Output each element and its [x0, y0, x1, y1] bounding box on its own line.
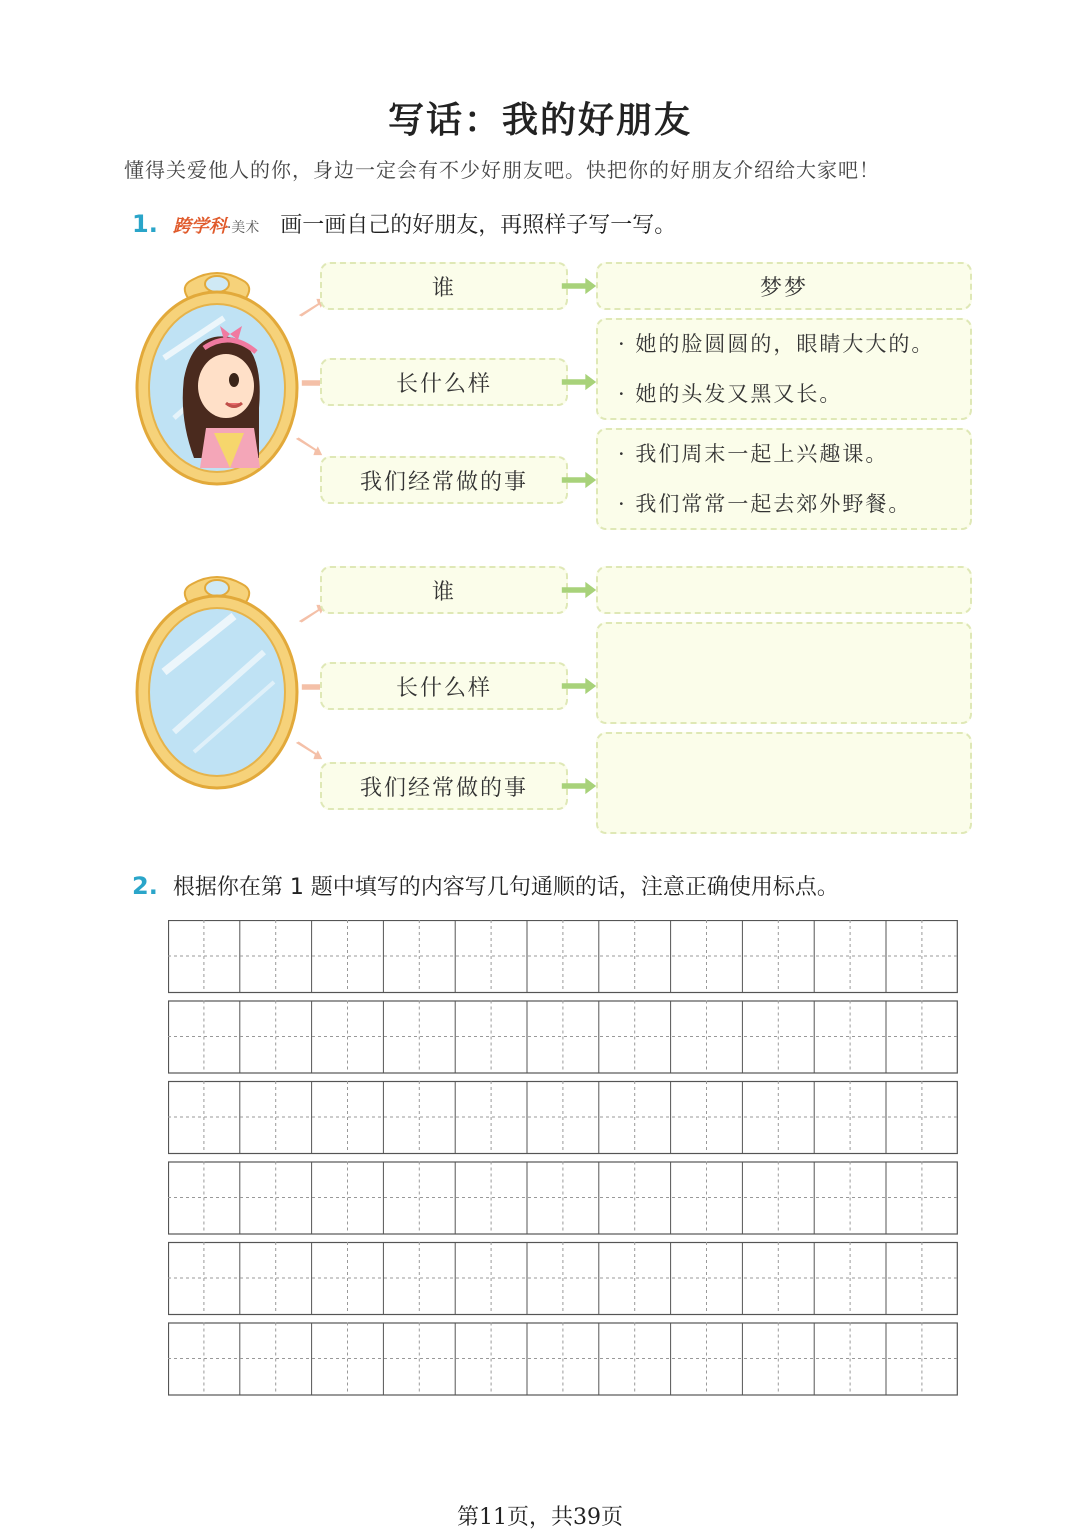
- example-do-label: 我们经常做的事: [320, 456, 568, 504]
- example-do-content: [596, 428, 972, 530]
- looks-line: · 她的脸圆圆的，眼睛大大的。: [618, 332, 935, 356]
- mirror-blank-illustration: [134, 572, 300, 792]
- do-line: · 我们常常一起去郊外野餐。: [618, 492, 912, 516]
- arrow-down-right-icon: [290, 740, 328, 762]
- mirror-girl-illustration: [134, 268, 300, 488]
- arrow-right-icon: [560, 579, 598, 601]
- blank-looks-label: 长什么样: [320, 662, 568, 710]
- question-1-number: 1.: [132, 210, 158, 238]
- question-1: [132, 208, 676, 239]
- arrow-right-icon: [560, 775, 598, 797]
- example-looks-content: [596, 318, 972, 420]
- tag-sub: ·美术: [226, 220, 260, 236]
- blank-looks-answer[interactable]: [596, 622, 972, 724]
- arrow-right-icon: [560, 371, 598, 393]
- example-looks-label: 长什么样: [320, 358, 568, 406]
- blank-who-label: 谁: [320, 566, 568, 614]
- intro-text: 懂得关爱他人的你，身边一定会有不少好朋友吧。快把你的好朋友介绍给大家吧！: [124, 158, 880, 182]
- page-footer: 第11页，共39页: [457, 1505, 623, 1530]
- arrow-right-icon: [560, 675, 598, 697]
- writing-grid[interactable]: [168, 920, 958, 1400]
- question-2-text: 根据你在第 1 题中填写的内容写几句通顺的话，注意正确使用标点。: [172, 875, 839, 900]
- blank-do-answer[interactable]: [596, 732, 972, 834]
- question-2: [132, 870, 839, 901]
- arrow-down-right-icon: [290, 436, 328, 458]
- looks-line: · 她的头发又黑又长。: [618, 382, 843, 406]
- do-line: · 我们周末一起上兴趣课。: [618, 442, 889, 466]
- cross-subject-tag: [173, 212, 259, 238]
- question-1-text: 画一画自己的好朋友，再照样子写一写。: [280, 213, 677, 238]
- page-title: 写话：我的好朋友: [387, 99, 692, 141]
- question-2-number: 2.: [132, 872, 158, 900]
- blank-do-label: 我们经常做的事: [320, 762, 568, 810]
- example-who-value: 梦梦: [596, 262, 972, 310]
- arrow-right-icon: [560, 275, 598, 297]
- blank-who-answer[interactable]: [596, 566, 972, 614]
- arrow-right-icon: [560, 469, 598, 491]
- example-who-label: 谁: [320, 262, 568, 310]
- tag-label: 跨学科: [172, 216, 227, 237]
